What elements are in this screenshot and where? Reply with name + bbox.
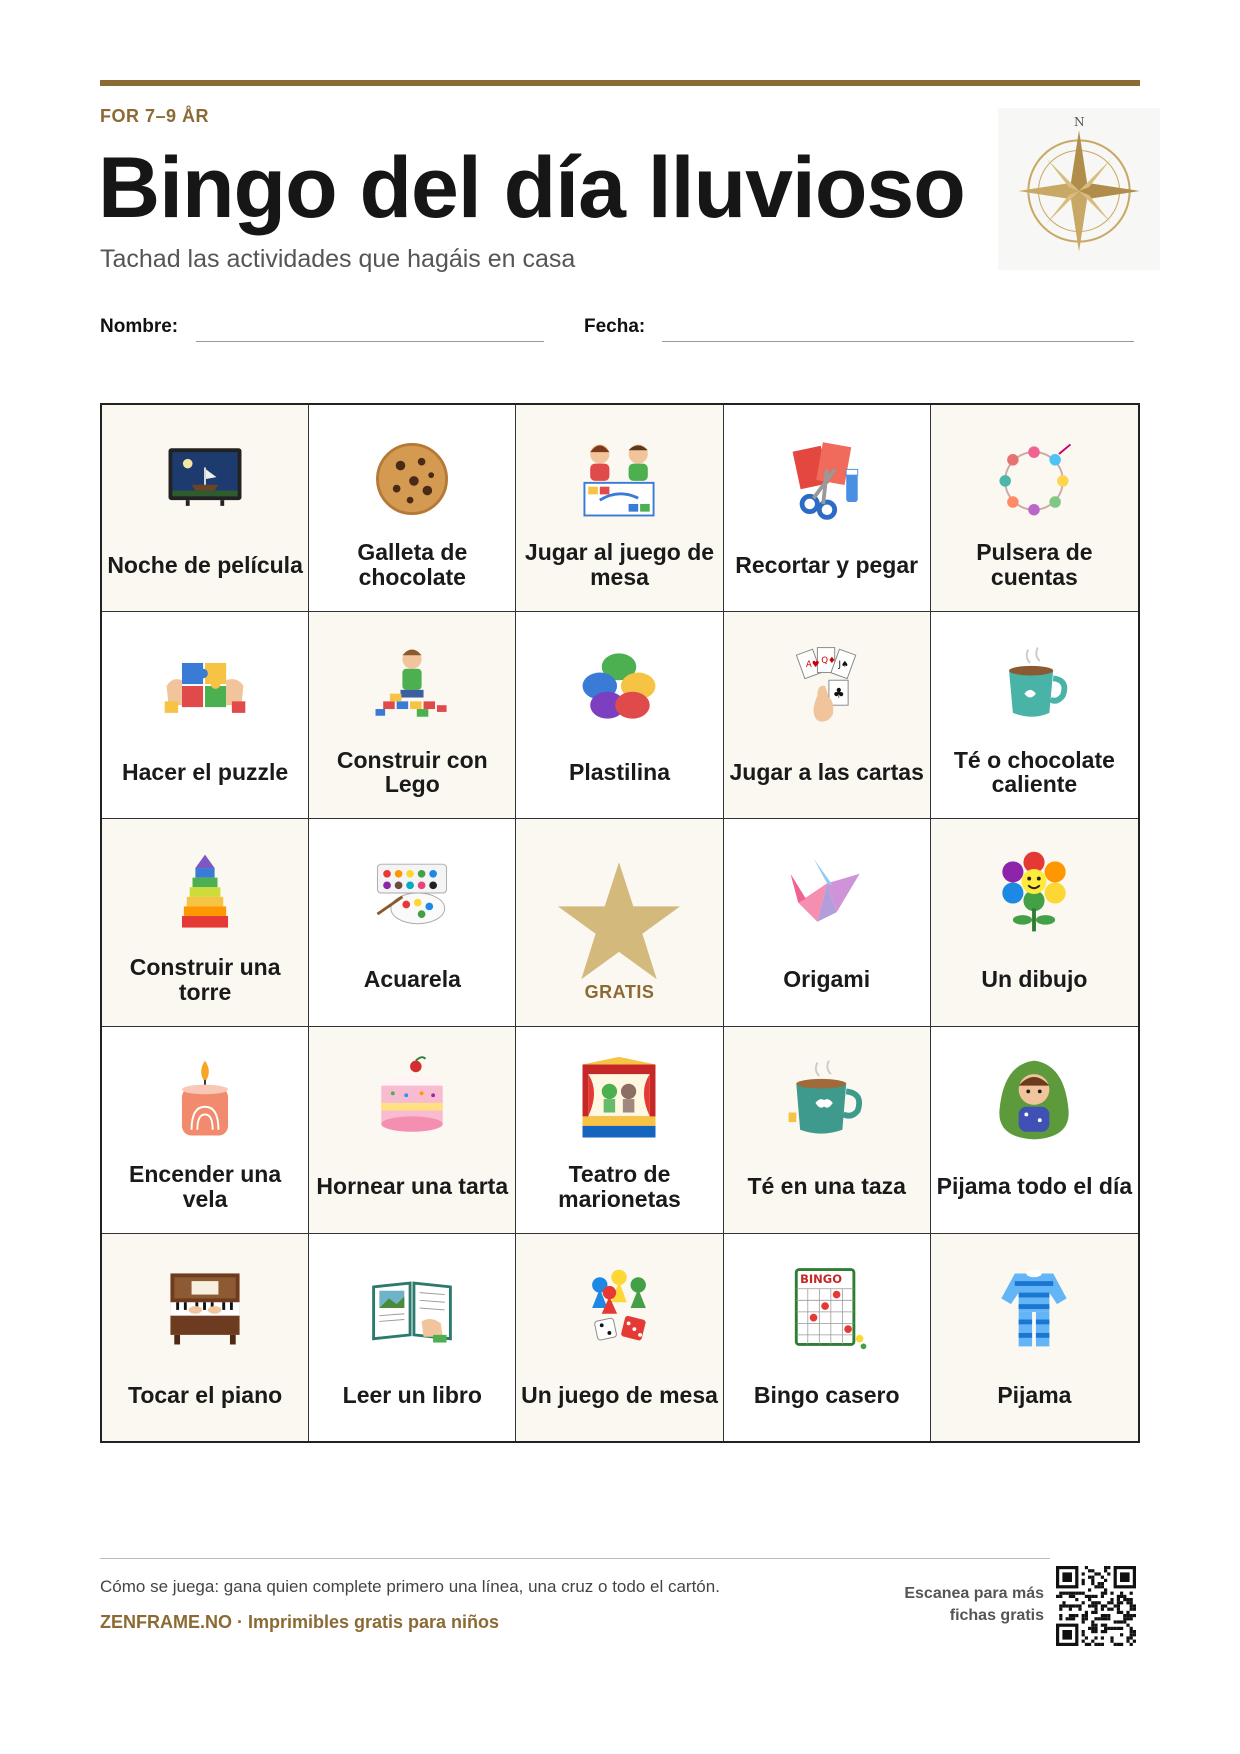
bingo-cell-label: Hacer el puzzle xyxy=(122,758,289,785)
bingo-cell-free[interactable] xyxy=(516,819,723,1026)
playing-cards-icon xyxy=(779,638,875,734)
bingo-cell[interactable] xyxy=(516,1027,723,1234)
bingo-cell[interactable] xyxy=(516,612,723,819)
bingo-cell[interactable] xyxy=(102,819,309,1026)
bingo-cell[interactable] xyxy=(724,819,931,1026)
date-field[interactable] xyxy=(662,341,1134,342)
puppet-theater-icon xyxy=(571,1053,667,1149)
bingo-cell[interactable] xyxy=(516,405,723,612)
compass-letter: N xyxy=(1073,115,1085,130)
bingo-cell-label: Origami xyxy=(783,966,871,993)
bingo-cell-label: Galleta de chocolate xyxy=(357,539,468,591)
kids-board-game-icon xyxy=(571,431,667,527)
bingo-cell-label: Té o chocolate caliente xyxy=(953,746,1115,798)
bingo-cell[interactable] xyxy=(724,405,931,612)
footer-rule xyxy=(100,1558,1050,1559)
bingo-cell[interactable] xyxy=(309,1027,516,1234)
bingo-cell-label: Tocar el piano xyxy=(127,1381,283,1408)
bingo-cell[interactable] xyxy=(102,405,309,612)
scan-text xyxy=(884,1583,1044,1628)
bingo-cell-label: Bingo casero xyxy=(753,1381,900,1408)
bingo-cell[interactable] xyxy=(102,1027,309,1234)
name-label: Nombre: xyxy=(100,316,179,337)
pajamas-icon xyxy=(986,1260,1082,1356)
age-label: FOR 7–9 ÅR xyxy=(100,106,210,126)
bingo-cell[interactable] xyxy=(931,1027,1138,1234)
page-subtitle: Tachad las actividades que hagáis en casa xyxy=(100,245,576,273)
bingo-cell[interactable] xyxy=(102,612,309,819)
lego-boy-icon xyxy=(364,638,460,734)
bingo-cell-label: Un juego de mesa xyxy=(521,1381,718,1408)
open-book-icon xyxy=(364,1260,460,1356)
bead-bracelet-icon xyxy=(986,431,1082,527)
bingo-cell[interactable] xyxy=(309,1234,516,1441)
bingo-cell-label: GRATIS xyxy=(584,981,655,1002)
cake-icon xyxy=(364,1053,460,1149)
scan-line-1: Escanea para más xyxy=(904,1585,1044,1602)
bingo-cell-label: Recortar y pegar xyxy=(735,551,919,578)
flower-drawing-icon xyxy=(986,845,1082,941)
bingo-cell[interactable] xyxy=(309,612,516,819)
bingo-cell-label: Jugar al juego de mesa xyxy=(524,539,715,591)
piano-icon xyxy=(157,1260,253,1356)
blanket-child-icon xyxy=(986,1053,1082,1149)
bingo-cell-label: Té en una taza xyxy=(747,1173,906,1200)
bingo-cell[interactable] xyxy=(516,1234,723,1441)
bingo-cell[interactable] xyxy=(309,819,516,1026)
compass-rose-icon xyxy=(998,108,1160,270)
bingo-cell-label: Acuarela xyxy=(363,966,461,993)
bingo-card-icon xyxy=(779,1260,875,1356)
date-label: Fecha: xyxy=(584,316,646,337)
bingo-cell[interactable] xyxy=(724,1027,931,1234)
bingo-cell[interactable] xyxy=(724,612,931,819)
puzzle-icon xyxy=(157,638,253,734)
hot-cup-icon xyxy=(986,638,1082,734)
bingo-cell[interactable] xyxy=(309,405,516,612)
name-field[interactable] xyxy=(196,341,544,342)
bingo-cell-label: Jugar a las cartas xyxy=(729,758,924,785)
how-to-play: Cómo se juega: gana quien complete primero una línea, una cruz o todo el cartón. xyxy=(100,1577,720,1596)
watercolor-palette-icon xyxy=(364,845,460,941)
bingo-cell-label: Un dibujo xyxy=(981,966,1088,993)
tea-cup-icon xyxy=(779,1053,875,1149)
bingo-cell[interactable] xyxy=(931,405,1138,612)
brand-line: ZENFRAME.NO · Imprimibles gratis para niños xyxy=(100,1612,500,1632)
star-icon xyxy=(554,857,684,987)
bingo-cell[interactable] xyxy=(931,1234,1138,1441)
origami-crane-icon xyxy=(779,845,875,941)
bingo-cell[interactable] xyxy=(931,819,1138,1026)
qr-code-icon[interactable] xyxy=(1056,1566,1136,1646)
bingo-cell-label: Encender una vela xyxy=(129,1160,282,1212)
page-title: Bingo del día lluvioso xyxy=(98,140,965,236)
bingo-cell-label: Leer un libro xyxy=(342,1381,482,1408)
bingo-cell-label: Pijama xyxy=(997,1381,1072,1408)
bingo-cell[interactable] xyxy=(102,1234,309,1441)
bingo-cell[interactable] xyxy=(931,612,1138,819)
bingo-cell-label: Noche de película xyxy=(107,551,303,578)
tv-movie-icon xyxy=(157,431,253,527)
bingo-cell-label: Plastilina xyxy=(569,758,670,785)
bingo-cell-label: Construir con Lego xyxy=(336,746,488,798)
stacking-tower-icon xyxy=(157,845,253,941)
scissors-glue-icon xyxy=(779,431,875,527)
bingo-cell-label: Hornear una tarta xyxy=(316,1173,509,1200)
bingo-cell-label: Pijama todo el día xyxy=(936,1173,1133,1200)
bingo-cell-label: Pulsera de cuentas xyxy=(976,539,1093,591)
game-pieces-dice-icon xyxy=(571,1260,667,1356)
scan-line-2: fichas gratis xyxy=(949,1607,1044,1625)
cookie-icon xyxy=(364,431,460,527)
playdough-icon xyxy=(571,638,667,734)
header-rule xyxy=(100,80,1140,86)
bingo-cell[interactable] xyxy=(724,1234,931,1441)
bingo-cell-label: Teatro de marionetas xyxy=(558,1160,681,1212)
bingo-grid xyxy=(100,403,1140,1443)
candle-icon xyxy=(157,1053,253,1149)
bingo-cell-label: Construir una torre xyxy=(129,953,281,1005)
